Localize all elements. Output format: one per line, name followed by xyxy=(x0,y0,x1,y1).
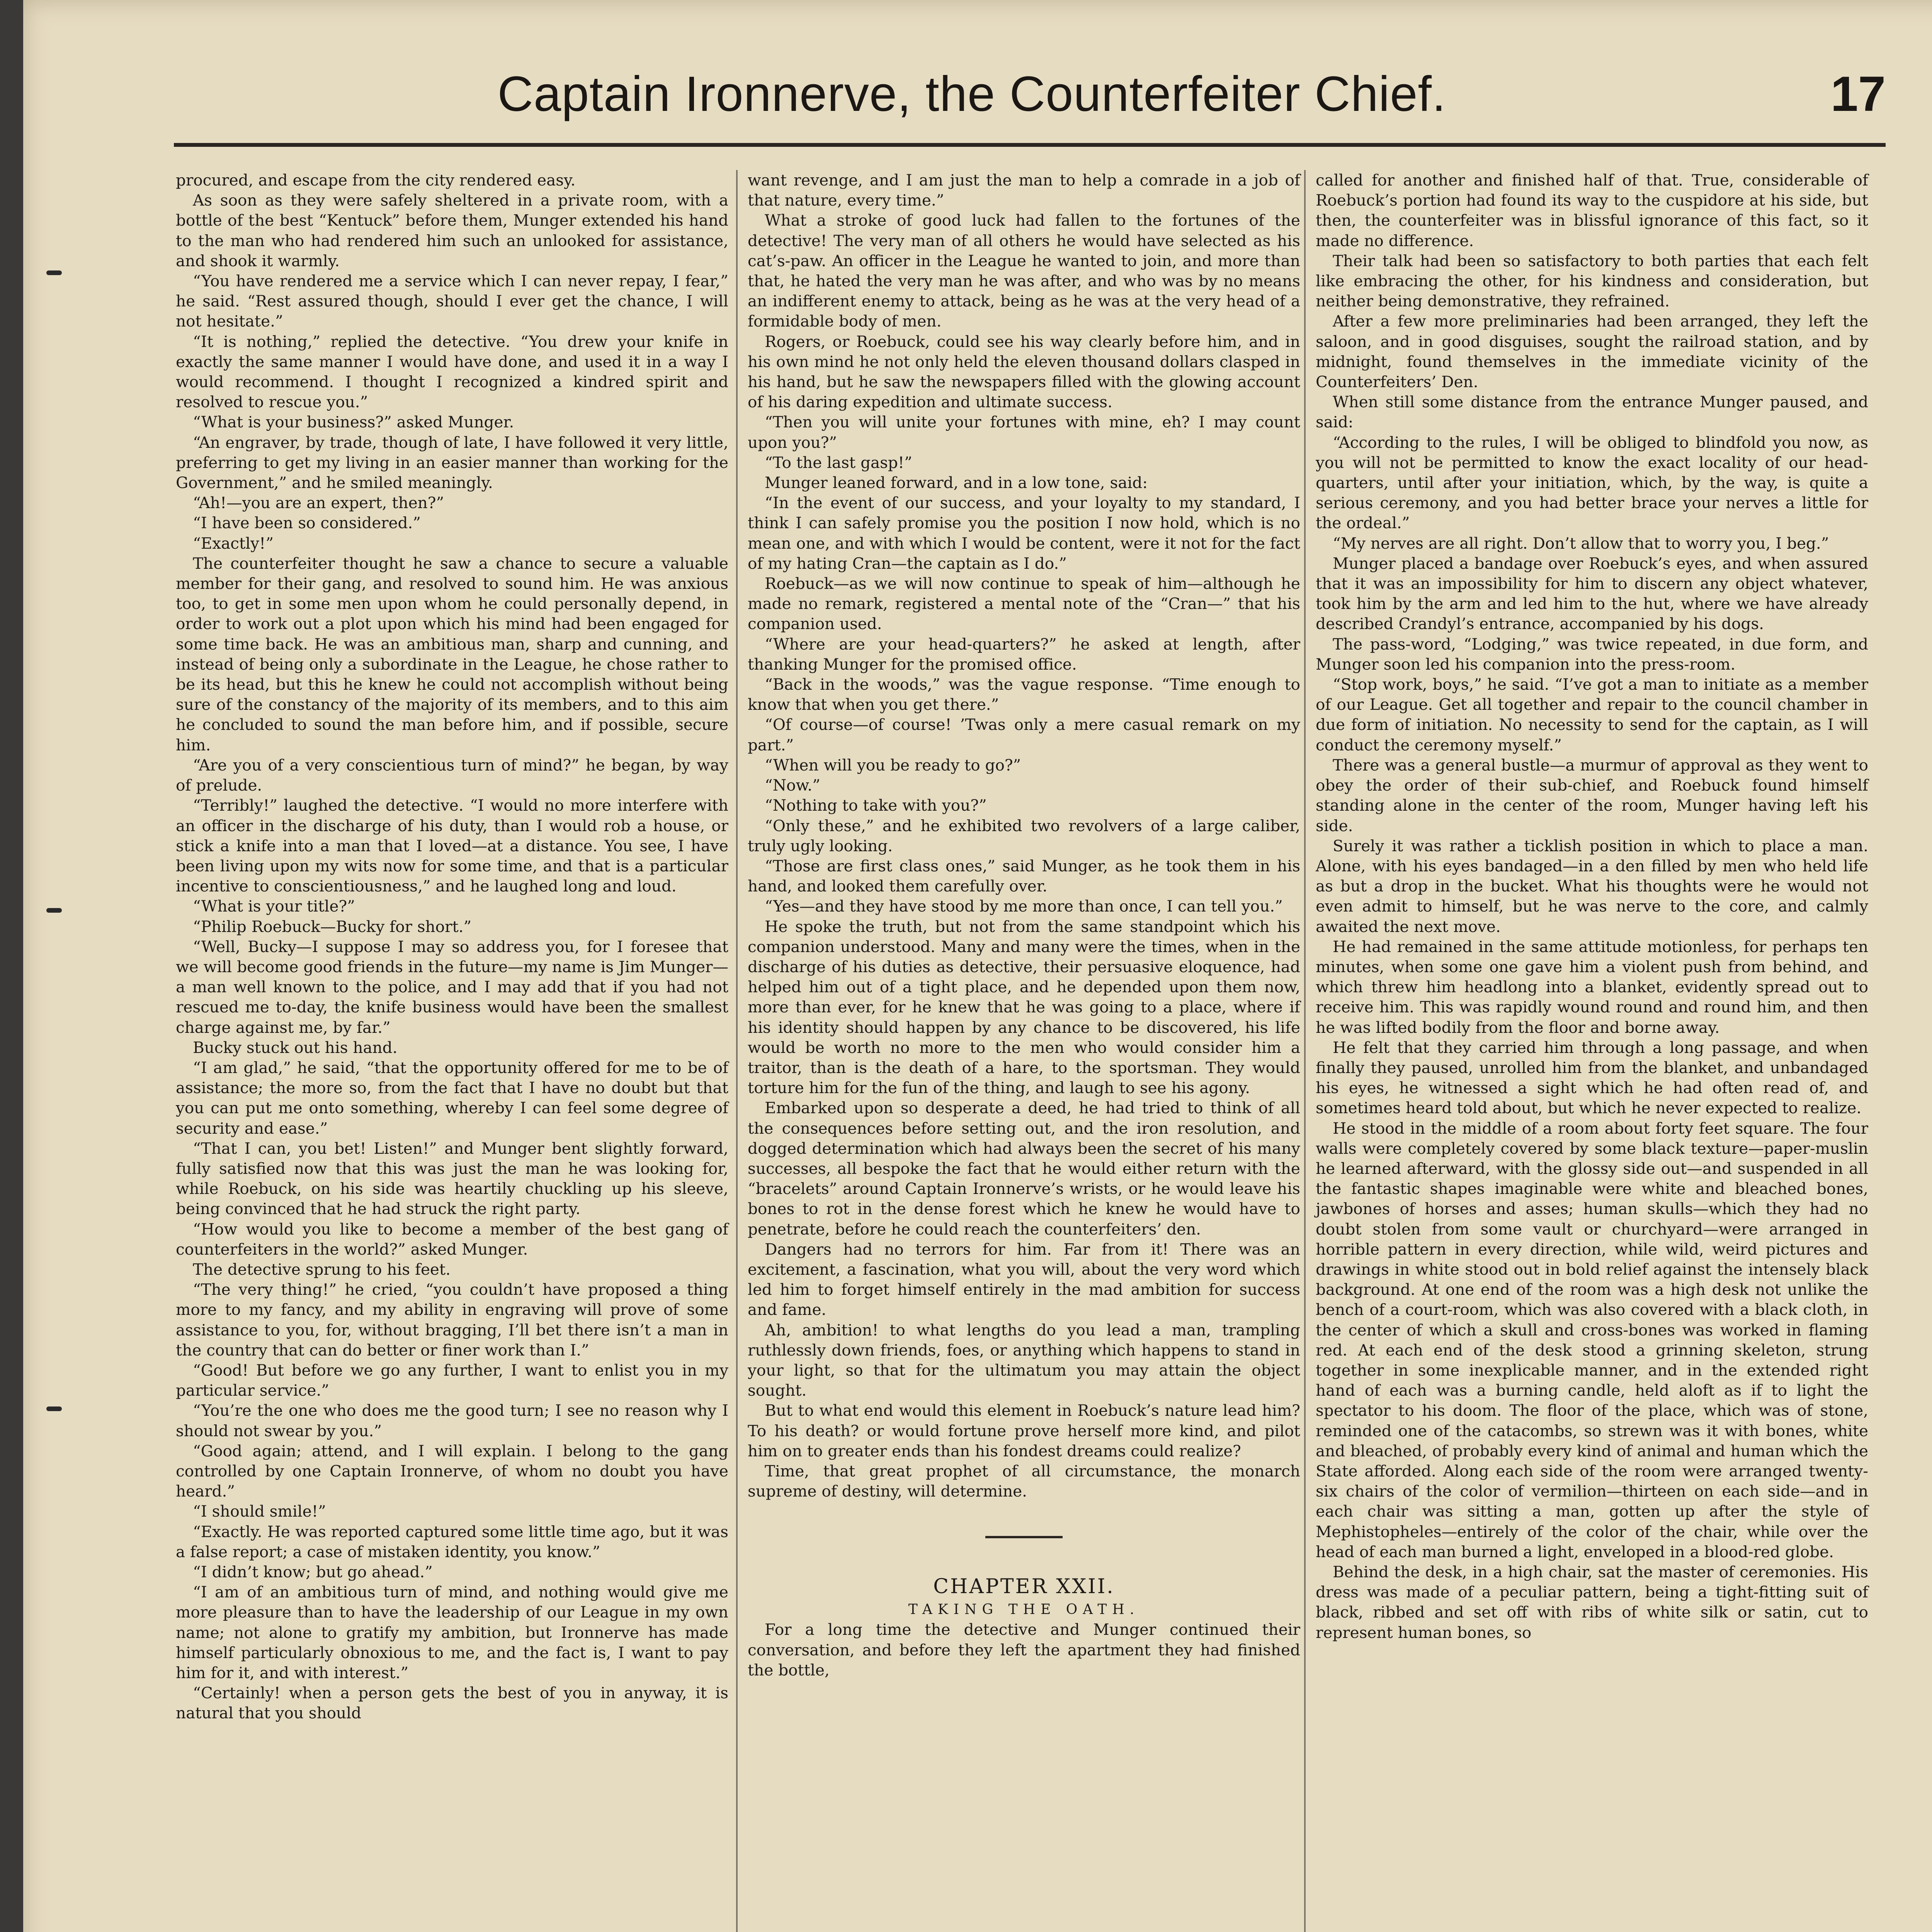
paragraph: “It is nothing,” replied the detective. “You drew your knife in exactly the same manner I would have done, and used it in a way I would recommend. I thought I recognized a kindred spirit and resolved to rescue you.” xyxy=(176,332,728,412)
paragraph: “I have been so considered.” xyxy=(193,514,421,532)
chapter-subtitle: TAKING THE OATH. xyxy=(908,1602,1140,1618)
paragraph: He felt that they carried him through a long passage, and when finally they paused, unrolled him from the blanket, and unbandaged his eyes, he witnessed a sight which he had often read of, and sometimes heard told about, but which he never expected to realize. xyxy=(1316,1038,1868,1117)
paragraph: Bucky stuck out his hand. xyxy=(193,1038,398,1057)
paragraph: “Are you of a very conscientious turn of mind?” he began, by way of prelude. xyxy=(176,755,728,795)
header-rule xyxy=(174,143,1886,147)
paragraph: “Yes—and they have stood by me more than once, I can tell you.” xyxy=(765,897,1283,916)
paragraph: The detective sprung to his feet. xyxy=(193,1260,451,1279)
binding-stitch xyxy=(46,1406,62,1411)
column-divider xyxy=(1304,170,1306,1932)
paragraph: “Certainly! when a person gets the best of you in anyway, it is natural that you should xyxy=(176,1684,728,1723)
paragraph: “The very thing!” he cried, “you couldn’t have proposed a thing more to my fancy, and my ability in engraving will prove of some assistance to you, for, without bragging, I’ll bet there isn’t a man in the country that can do better or finer work than I.” xyxy=(176,1280,728,1359)
paragraph: “What is your title?” xyxy=(193,897,355,916)
paragraph: After a few more preliminaries had been arranged, they left the saloon, and in good disguises, sought the railroad station, and by midnight, found themselves in the immediate vicinity of the Counterfeiters’ Den. xyxy=(1316,312,1868,391)
paragraph: Munger leaned forward, and in a low tone, said: xyxy=(765,473,1148,492)
paragraph: “To the last gasp!” xyxy=(765,453,912,472)
paragraph: “You’re the one who does me the good turn; I see no reason why I should not swear by you.” xyxy=(176,1401,728,1440)
chapter-divider xyxy=(985,1536,1063,1538)
paragraph: Embarked upon so desperate a deed, he had tried to think of all the consequences before setting out, and the iron resolution, and dogged determination which had always been the secret of his many successes, all bespoke the fact that he would either return with the “bracelets” around Captain Ironnerve’s wrists, or he would leave his bones to rot in the dense forest which he knew he would have to penetrate, before he could reach the counterfeiters’ den. xyxy=(748,1099,1300,1238)
text-column-3 xyxy=(1316,170,1868,1643)
paragraph: want revenge, and I am just the man to help a comrade in a job of that nature, every time.” xyxy=(748,171,1300,210)
paragraph: “What is your business?” asked Munger. xyxy=(193,413,514,432)
paragraph: “An engraver, by trade, though of late, I have followed it very little, preferring to get my living in an easier manner than working for the Government,” and he smiled meaningly. xyxy=(176,433,728,492)
column-2-paragraphs xyxy=(748,170,1300,1501)
paragraph: There was a general bustle—a murmur of approval as they went to obey the order of their sub-chief, and Roebuck found himself standing alone in the center of the room, Munger having left his side. xyxy=(1316,755,1868,835)
paragraph: “Then you will unite your fortunes with mine, eh? I may count upon you?” xyxy=(748,413,1300,452)
paragraph: Behind the desk, in a high chair, sat the master of ceremonies. His dress was made of a peculiar pattern, being a tight-fitting suit of black, ribbed and set off with ribs of white silk or satin, cut to represent human bones, so xyxy=(1316,1563,1868,1642)
paragraph: “Now.” xyxy=(765,776,820,795)
paragraph: “I didn’t know; but go ahead.” xyxy=(193,1563,433,1582)
binding-stitches xyxy=(46,0,62,1932)
paragraph: When still some distance from the entrance Munger paused, and said: xyxy=(1316,393,1868,432)
paragraph: “Of course—of course! ’Twas only a mere casual remark on my part.” xyxy=(748,715,1300,754)
paragraph: The pass-word, “Lodging,” was twice repeated, in due form, and Munger soon led his companion into the press-room. xyxy=(1316,634,1868,673)
text-column-2 xyxy=(748,170,1300,1680)
text-column-1 xyxy=(176,170,728,1723)
page-header xyxy=(170,58,1889,139)
paragraph: “In the event of our success, and your loyalty to my standard, I think I can safely promise you the position I now hold, which is no mean one, and with which I would be content, were it not for the fact of my hating Cran—the captain as I do.” xyxy=(748,493,1300,573)
paragraph: “I should smile!” xyxy=(193,1502,326,1521)
paragraph: Roebuck—as we will now continue to speak of him—although he made no remark, registered a mental note of the “Cran—” that his companion used. xyxy=(748,574,1300,633)
paragraph: called for another and finished half of that. True, considerable of Roebuck’s portion had found its way to the cuspidore at his side, but then, the counterfeiter was in blissful ignorance of this fact, so it made no difference. xyxy=(1316,171,1868,250)
paragraph: “Exactly!” xyxy=(193,534,274,553)
binding-stitch xyxy=(46,908,62,913)
binding-stitch xyxy=(46,270,62,275)
paragraph: “Exactly. He was reported captured some little time ago, but it was a false report; a case of mistaken identity, you know.” xyxy=(176,1522,728,1561)
paragraph: What a stroke of good luck had fallen to the fortunes of the detective! The very man of all others he would have selected as his cat’s-paw. An officer in the League he wanted to join, and more than that, he hated the very man he was after, and who was by no means an indifferent enemy to attack, being as he was at the very head of a formidable body of men. xyxy=(748,211,1300,331)
paragraph: “Back in the woods,” was the vague response. “Time enough to know that when you get there.” xyxy=(748,675,1300,714)
paragraph: “Stop work, boys,” he said. “I’ve got a man to initiate as a member of our League. Get all together and repair to the council chamber in due form of initiation. No necessity to send for the captain, as I will conduct the ceremony myself.” xyxy=(1316,675,1868,754)
paragraph: Munger placed a bandage over Roebuck’s eyes, and when assured that it was an impossibility for him to discern any object whatever, took him by the arm and led him to the hut, where we have already described Crandyl’s entrance, accompanied by his dogs. xyxy=(1316,554,1868,633)
paragraph: “When will you be ready to go?” xyxy=(765,755,1021,774)
column-divider xyxy=(736,170,738,1932)
paragraph: “Where are your head-quarters?” he asked at length, after thanking Munger for the promised office. xyxy=(748,634,1300,673)
paragraph: Dangers had no terrors for him. Far from it! There was an excitement, a fascination, what you will, about the very word which led him to forget himself entirely in the mad ambition for success and fame. xyxy=(748,1240,1300,1319)
paragraph: “That I can, you bet! Listen!” and Munger bent slightly forward, fully satisfied now that this was just the man he was looking for, while Roebuck, on his side was heartily chuckling up his sleeve, being convinced that he had struck the right party. xyxy=(176,1139,728,1218)
paragraph: “You have rendered me a service which I can never repay, I fear,” he said. “Rest assured though, should I ever get the chance, I will not hesitate.” xyxy=(176,272,728,331)
paragraph: Surely it was rather a ticklish position in which to place a man. Alone, with his eyes bandaged—in a den filled by men who held life as but a drop in the bucket. What his thoughts were he would not even admit to himself, but he was nerve to the core, and calmly awaited the next move. xyxy=(1316,836,1868,936)
paragraph: Time, that great prophet of all circumstance, the monarch supreme of destiny, will determine. xyxy=(748,1462,1300,1501)
paragraph: He stood in the middle of a room about forty feet square. The four walls were completely covered by some black texture—paper-muslin he learned afterward, with the glossy side out—and suspended in all the fantastic shapes imaginable were white and bleached bones, jawbones of horses and asses; human skulls—which they had no doubt stolen from some vault or churchyard—were arranged in horrible pattern in every direction, while wild, weird pictures and drawings in white stood out in bold relief against the intensely black background. At one end of the room was a high desk not unlike the bench of a court-room, which was also covered with a black cloth, in the center of which a skull and cross-bones was worked in flaming red. At each end of the desk stood a grinning skeleton, strung together in some inexplicable manner, and in the extended right hand of each was a burning candle, held aloft as if to light the spectator to his doom. The floor of the place, which was of stone, reminded one of the catacombs, so strewn was it with bones, white and bleached, of probably every kind of animal and human which the State afforded. Along each side of the room were arranged twenty-six chairs of the color of vermilion—thirteen on each side—and in each chair was sitting a man, gotten up after the style of Mephistopheles—entirely of the color of the chair, while over the head of each man burned a light, enveloped in a blood-red globe. xyxy=(1316,1119,1868,1561)
paragraph: “Philip Roebuck—Bucky for short.” xyxy=(193,917,472,936)
paragraph: Rogers, or Roebuck, could see his way clearly before him, and in his own mind he not only held the eleven thousand dollars clasped in his hand, but he saw the newspapers filled with the glowing account of his daring expedition and ultimate success. xyxy=(748,332,1300,412)
paragraph: “Good again; attend, and I will explain. I belong to the gang controlled by one Captain Ironnerve, of whom no doubt you have heard.” xyxy=(176,1441,728,1501)
paragraph: “Well, Bucky—I suppose I may so address you, for I foresee that we will become good friends in the future—my name is Jim Munger—a man well known to the police, and I may add that if you had not rescued me to-day, the knife business would have been the smallest charge against me, by far.” xyxy=(176,937,728,1037)
paragraph: “I am of an ambitious turn of mind, and nothing would give me more pleasure than to have the leadership of our League in my own name; not alone to gratify my ambition, but Ironnerve has made himself particularly obnoxious to me, and the fact is, I want to pay him for it, and with interest.” xyxy=(176,1583,728,1682)
paragraph: “My nerves are all right. Don’t allow that to worry you, I beg.” xyxy=(1333,534,1829,553)
running-title: Captain Ironnerve, the Counterfeiter Chief. xyxy=(497,66,1446,122)
paragraph: He had remained in the same attitude motionless, for perhaps ten minutes, when some one gave him a violent push from behind, and which threw him headlong into a blanket, evidently spread out to receive him. This was rapidly wound round and round him, and then he was lifted bodily from the floor and borne away. xyxy=(1316,937,1868,1037)
paragraph: “Nothing to take with you?” xyxy=(765,796,987,815)
paragraph: Their talk had been so satisfactory to both parties that each felt like embracing the other, for his kindness and consideration, but neither being demonstrative, they refrained. xyxy=(1316,251,1868,311)
paragraph: “According to the rules, I will be obliged to blindfold you now, as you will not be permitted to know the exact locality of our head-quarters, until after your initiation, which, by the way, is quite a serious ceremony, and you had better brace your nerves a little for the ordeal.” xyxy=(1316,433,1868,532)
paragraph: “Good! But before we go any further, I want to enlist you in my particular service.” xyxy=(176,1361,728,1400)
paragraph: As soon as they were safely sheltered in a private room, with a bottle of the best “Kentuck” before them, Munger extended his hand to the man who had rendered him such an unlooked for assistance, and shook it warmly. xyxy=(176,191,728,270)
paragraph: “Only these,” and he exhibited two revolvers of a large caliber, truly ugly looking. xyxy=(748,816,1300,855)
page-number: 17 xyxy=(1830,66,1886,122)
paragraph: He spoke the truth, but not from the same standpoint which his companion understood. Many and many were the times, when in the discharge of his duties as detective, their persuasive eloquence, had helped him out of a tight place, and he depended upon them now, more than ever, for he knew that he was going to a place, where if his identity should happen by any chance to be discovered, his life would be worth no more to the men who would consider him a traitor, than is the death of a hare, to the sportsman. They would torture him for the fun of the thing, and laugh to see his agony. xyxy=(748,917,1300,1097)
chapter-opening-paragraph: For a long time the detective and Munger continued their conversation, and before they left the apartment they had finished the bottle, xyxy=(748,1620,1300,1679)
paragraph: The counterfeiter thought he saw a chance to secure a valuable member for their gang, and resolved to sound him. He was anxious too, to get in some men upon whom he could personally depend, in order to work out a plot upon which his mind had been engaged for some time back. He was an ambitious man, sharp and cunning, and instead of being only a subordinate in the League, he chose rather to be its head, but this he knew he could not accomplish without being sure of the constancy of the majority of its members, and to this aim he concluded to sound the man before him, and if possible, secure him. xyxy=(176,554,728,754)
paragraph: “Those are first class ones,” said Munger, as he took them in his hand, and looked them carefully over. xyxy=(748,856,1300,896)
paragraph: But to what end would this element in Roebuck’s nature lead him? To his death? or would fortune prove herself more kind, and pilot him on to greater ends than his fondest dreams could realize? xyxy=(748,1401,1300,1460)
chapter-title: CHAPTER XXII. xyxy=(933,1575,1115,1599)
paragraph: Ah, ambition! to what lengths do you lead a man, trampling ruthlessly down friends, foes, or anything which happens to stand in your light, so that for the ultimatum you may attain the object sought. xyxy=(748,1320,1300,1400)
paragraph: “Ah!—you are an expert, then?” xyxy=(193,493,444,512)
paragraph: procured, and escape from the city rendered easy. xyxy=(176,171,576,189)
paragraph: “I am glad,” he said, “that the opportunity offered for me to be of assistance; the more so, from the fact that I have no doubt but that you can put me onto something, whereby I can feel some degree of security and ease.” xyxy=(176,1058,728,1138)
paragraph: “Terribly!” laughed the detective. “I would no more interfere with an officer in the discharge of his duty, than I would rob a house, or stick a knife into a man that I loved—at a distance. You see, I have been living upon my wits now for some time, and that is a particular incentive to conscientiousness,” and he laughed long and loud. xyxy=(176,796,728,896)
paragraph: “How would you like to become a member of the best gang of counterfeiters in the world?” asked Munger. xyxy=(176,1219,728,1259)
